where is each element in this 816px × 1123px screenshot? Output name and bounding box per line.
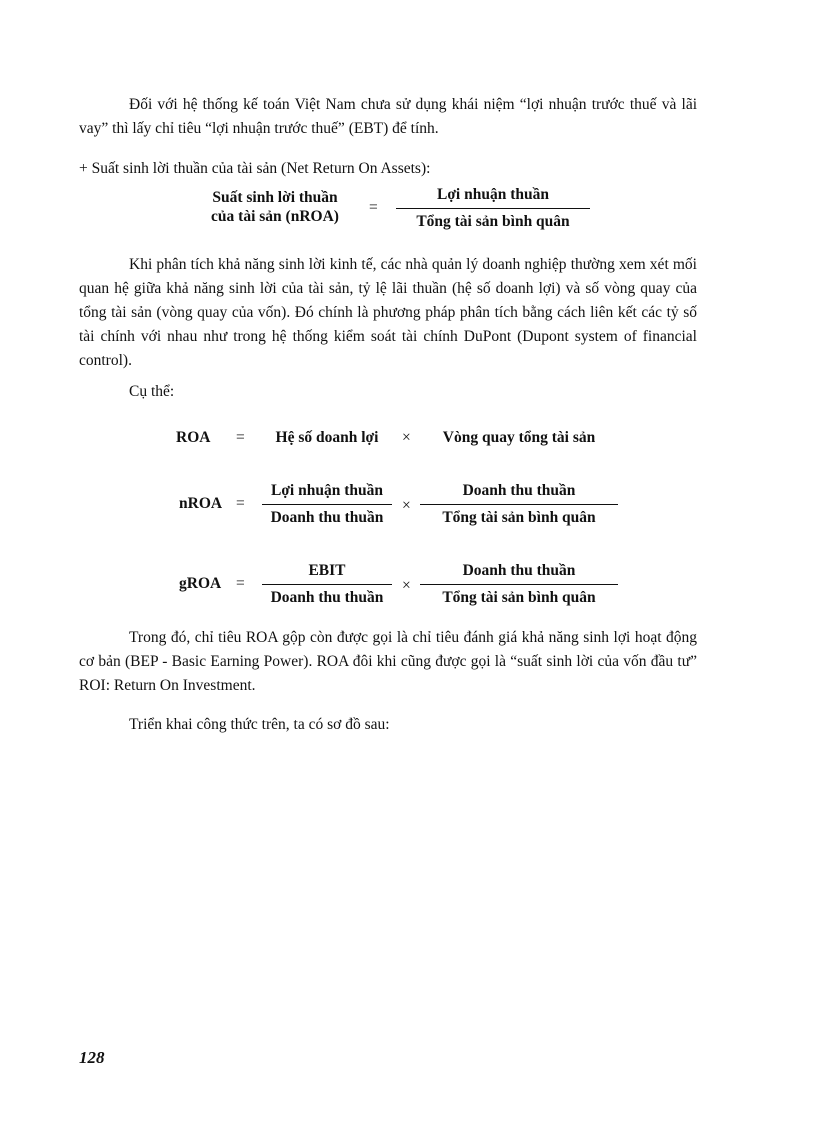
paragraph-specifically: Cụ thể:	[129, 383, 175, 400]
fraction1-numerator: Lợi nhuận thuần	[271, 482, 383, 499]
fraction1-bar	[262, 504, 392, 505]
paragraph-diagram-intro: Triển khai công thức trên, ta có sơ đồ sau:	[129, 716, 390, 733]
formula-roa-factor1: Hệ số doanh lợi	[275, 429, 379, 446]
fraction2-denominator: Tổng tài sản bình quân	[442, 589, 596, 606]
formula-lhs-line2: của tài sản (nROA)	[211, 208, 339, 225]
formula-nroa-lhs: nROA	[179, 495, 223, 512]
times-sign: ×	[402, 497, 411, 514]
fraction1-denominator: Doanh thu thuần	[270, 589, 384, 606]
fraction2-bar	[420, 584, 618, 585]
fraction2-numerator: Doanh thu thuần	[462, 482, 576, 499]
formula-lhs-line1: Suất sinh lời thuần	[212, 189, 338, 206]
fraction2-denominator: Tổng tài sản bình quân	[442, 509, 596, 526]
paragraph-dupont-intro: Khi phân tích khả năng sinh lời kinh tế, các nhà quản lý doanh nghiệp thường xem xét mối quan hệ giữa khả năng sinh lời của tài sản, tỷ lệ lãi thuần (hệ số doanh lợi) và số vòng quay của tổng tài sản (vòng quay của vốn). Đó chính là phương pháp phân tích bằng cách liên kết các tỷ số tài chính với nhau như trong hệ thống kiểm soát tài chính DuPont (Dupont system of financial control).	[79, 256, 697, 369]
formula-groa-lhs: gROA	[179, 575, 222, 592]
equals-sign: =	[236, 495, 245, 512]
fraction1-bar	[262, 584, 392, 585]
equals-sign: =	[369, 199, 378, 216]
equals-sign: =	[236, 575, 245, 592]
fraction-bar	[396, 208, 590, 209]
equals-sign: =	[236, 429, 245, 446]
times-sign: ×	[402, 577, 411, 594]
formula-roa-lhs: ROA	[176, 429, 211, 446]
paragraph-net-roa-heading: + Suất sinh lời thuần của tài sản (Net Return On Assets):	[79, 160, 431, 177]
times-sign: ×	[402, 429, 411, 446]
fraction-numerator: Lợi nhuận thuần	[437, 186, 549, 203]
formula-roa-factor2: Vòng quay tổng tài sản	[442, 429, 596, 446]
page-number: 128	[79, 1048, 105, 1067]
paragraph-bep-note: Trong đó, chỉ tiêu ROA gộp còn được gọi là chỉ tiêu đánh giá khả năng sinh lợi hoạt động cơ bản (BEP - Basic Earning Power). ROA đôi khi cũng được gọi là “suất sinh lời của vốn đầu tư” ROI: Return On Investment.	[79, 629, 697, 694]
fraction1-numerator: EBIT	[308, 562, 346, 579]
fraction1-denominator: Doanh thu thuần	[270, 509, 384, 526]
fraction2-numerator: Doanh thu thuần	[462, 562, 576, 579]
paragraph-ebt-note: Đối với hệ thống kế toán Việt Nam chưa sử dụng khái niệm “lợi nhuận trước thuế và lãi vay” thì lấy chỉ tiêu “lợi nhuận trước thuế” (EBT) để tính.	[79, 96, 697, 137]
fraction-denominator: Tổng tài sản bình quân	[416, 213, 570, 230]
fraction2-bar	[420, 504, 618, 505]
